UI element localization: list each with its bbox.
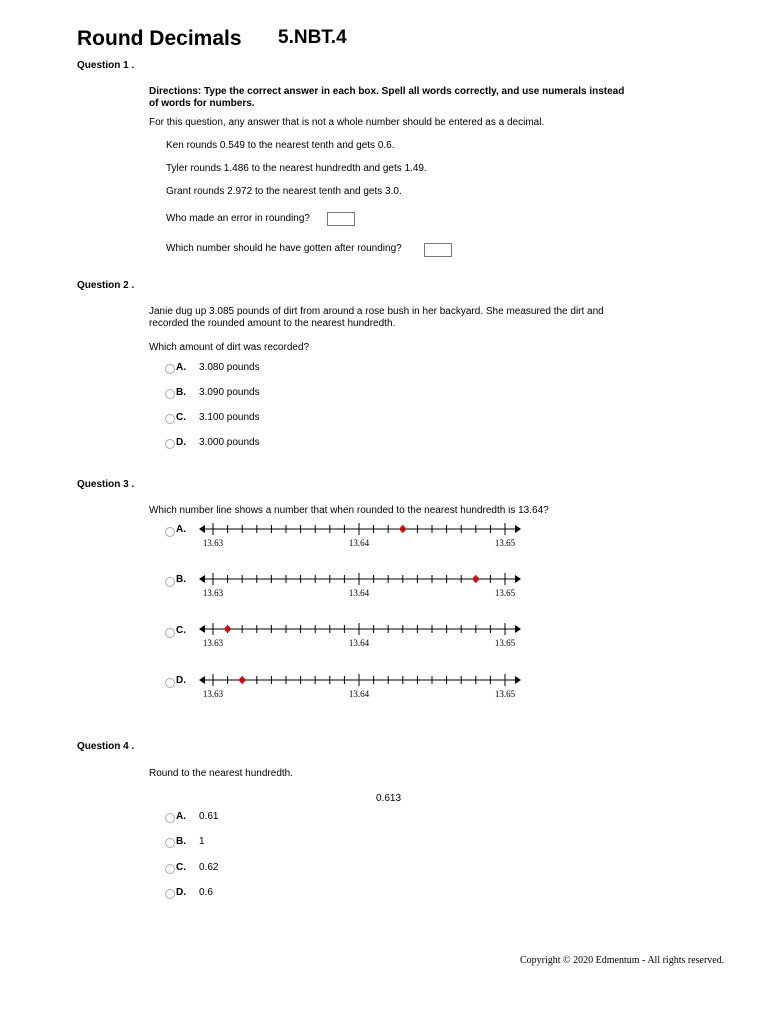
left-arrow [199,525,205,533]
number-line-b [195,570,525,598]
tick-label: 13.64 [348,588,370,598]
plotted-point [473,576,479,582]
q2-option-a-text: 3.080 pounds [199,362,260,373]
number-line-c [195,620,525,648]
tick-label: 13.63 [202,689,224,699]
left-arrow [199,625,205,633]
right-arrow [515,625,521,633]
q4-option-a-letter: A. [176,811,186,822]
question-1-note: For this question, any answer that is not a whole number should be entered as a decimal. [149,117,545,128]
q4-option-b-letter: B. [176,836,186,847]
question-4-number: 0.613 [376,793,402,804]
q4-option-c-text: 0.62 [199,862,219,873]
tick-label: 13.63 [202,538,224,548]
q3-option-d-radio[interactable] [165,678,175,688]
q2-option-d-radio[interactable] [165,439,175,449]
tick-label: 13.64 [348,689,370,699]
q3-option-a-letter: A. [176,524,186,535]
q4-option-d-letter: D. [176,887,186,898]
tick-label: 13.64 [348,638,370,648]
plotted-point [400,526,406,532]
right-arrow [515,676,521,684]
q4-option-c-letter: C. [176,862,186,873]
right-arrow [515,575,521,583]
q3-option-c-letter: C. [176,625,186,636]
q2-option-b-radio[interactable] [165,389,175,399]
q3-option-b-radio[interactable] [165,577,175,587]
question-2-label: Question 2 . [77,280,135,291]
tick-label: 13.63 [202,588,224,598]
statement-tyler: Tyler rounds 1.486 to the nearest hundredth and gets 1.49. [166,163,427,174]
left-arrow [199,575,205,583]
q2-option-a-letter: A. [176,362,186,373]
statement-ken: Ken rounds 0.549 to the nearest tenth and gets 0.6. [166,140,395,151]
q3-option-c-radio[interactable] [165,628,175,638]
tick-label: 13.64 [348,538,370,548]
tick-label: 13.65 [494,689,516,699]
answer-number-input[interactable] [424,243,452,257]
question-3-text: Which number line shows a number that when rounded to the nearest hundredth is 13.64? [149,505,549,516]
number-line-d [195,671,525,699]
number-line-a [195,520,525,548]
q4-option-a-text: 0.61 [199,811,219,822]
page-title: Round Decimals [77,27,242,50]
question-3-label: Question 3 . [77,479,135,490]
question-4-text: Round to the nearest hundredth. [149,768,293,779]
q4-option-d-radio[interactable] [165,889,175,899]
q2-option-a-radio[interactable] [165,364,175,374]
q2-option-b-text: 3.090 pounds [199,387,260,398]
answer-who-input[interactable] [327,212,355,226]
right-arrow [515,525,521,533]
tick-label: 13.65 [494,588,516,598]
q4-option-b-radio[interactable] [165,838,175,848]
q4-option-b-text: 1 [199,836,205,847]
q2-option-b-letter: B. [176,387,186,398]
question-2-text: Janie dug up 3.085 pounds of dirt from around a rose bush in her backyard. She measured the dirt and recorded the rounded amount to the nearest hundredth. [149,306,604,329]
q2-option-d-text: 3.000 pounds [199,437,260,448]
q4-option-a-radio[interactable] [165,813,175,823]
q4-option-c-radio[interactable] [165,864,175,874]
q2-option-d-letter: D. [176,437,186,448]
prompt-correct-number: Which number should he have gotten after rounding? [166,243,402,254]
tick-label: 13.65 [494,538,516,548]
plotted-point [239,677,245,683]
prompt-who-error: Who made an error in rounding? [166,213,310,224]
question-4-label: Question 4 . [77,741,135,752]
statement-grant: Grant rounds 2.972 to the nearest tenth and gets 3.0. [166,186,402,197]
q4-option-d-text: 0.6 [199,887,213,898]
question-1-label: Question 1 . [77,60,135,71]
question-1-directions: Directions: Type the correct answer in each box. Spell all words correctly, and use numerals instead of words for numbers. [149,86,625,109]
q2-option-c-radio[interactable] [165,414,175,424]
tick-label: 13.63 [202,638,224,648]
q3-option-b-letter: B. [176,574,186,585]
q2-option-c-text: 3.100 pounds [199,412,260,423]
q3-option-d-letter: D. [176,675,186,686]
q3-option-a-radio[interactable] [165,527,175,537]
q2-option-c-letter: C. [176,412,186,423]
standard-code: 5.NBT.4 [278,27,347,48]
left-arrow [199,676,205,684]
copyright-notice: Copyright © 2020 Edmentum - All rights reserved. [520,955,725,966]
plotted-point [225,626,231,632]
question-2-prompt: Which amount of dirt was recorded? [149,342,310,353]
tick-label: 13.65 [494,638,516,648]
